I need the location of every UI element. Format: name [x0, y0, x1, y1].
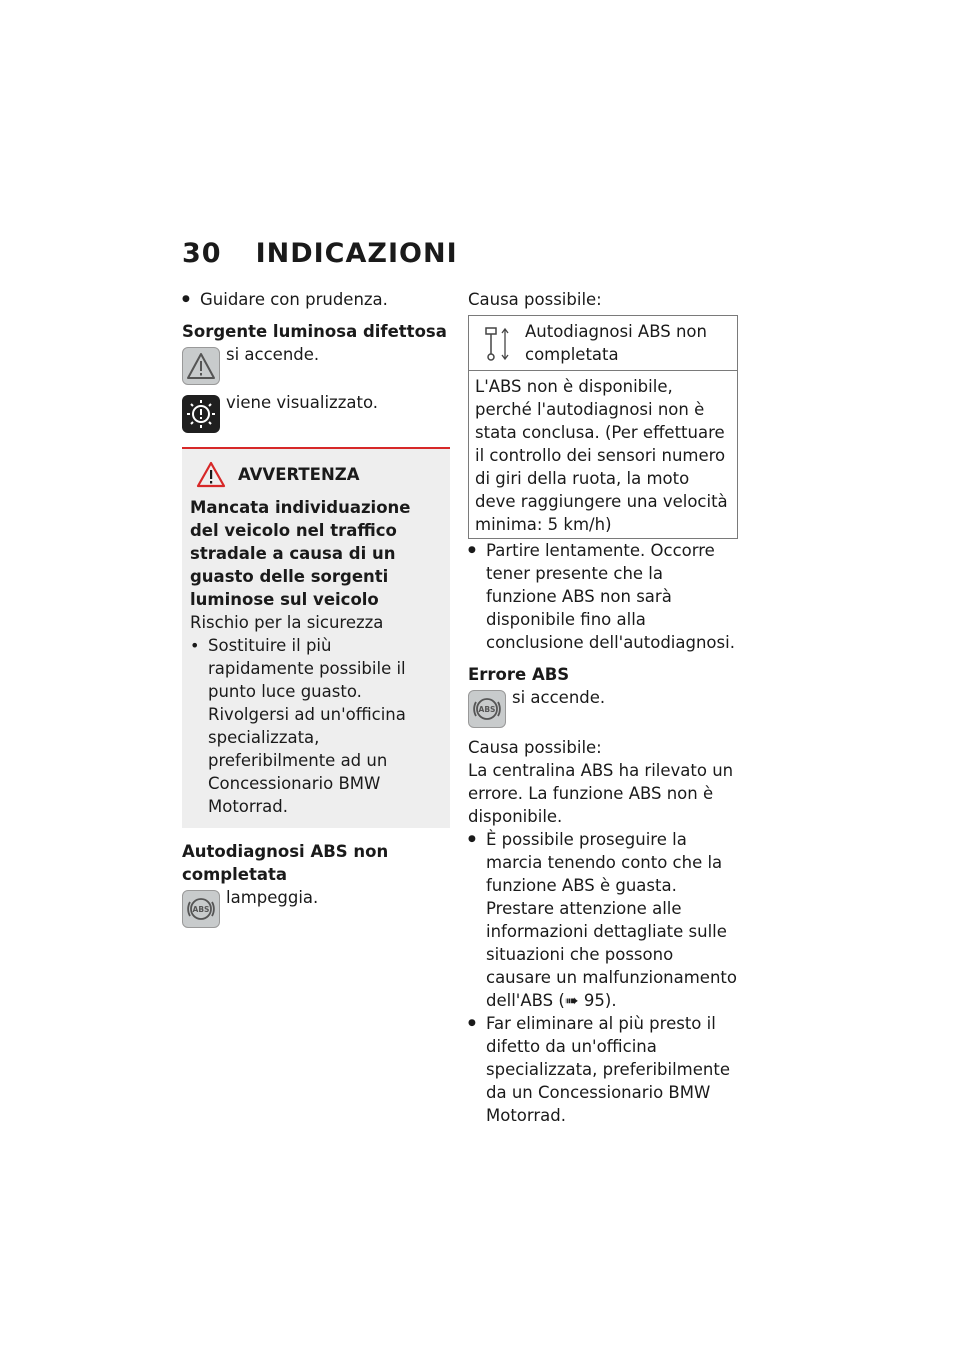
table-header-row	[469, 316, 737, 371]
svg-text:ABS: ABS	[192, 905, 210, 914]
diagnosis-icon	[483, 324, 511, 364]
left-column	[182, 288, 450, 928]
list-item: ● Guidare con prudenza.	[182, 288, 450, 311]
abs-icon	[182, 890, 220, 928]
light-fault-icon	[182, 395, 220, 433]
list-item: ● Far eliminare al più presto il difetto da un'officina specializzata, preferibilmente da un Concessionario BMW Motorrad.	[468, 1012, 738, 1127]
page-header	[182, 238, 458, 269]
warning-box	[182, 447, 450, 828]
list-item: • Sostituire il più rapidamente possibile il punto luce guasto. Rivolgersi ad un'officina specializzata, preferibilmente ad un Concessionario BMW Motorrad.	[190, 634, 442, 818]
warning-triangle-icon	[196, 461, 226, 488]
cause-label: Causa possibile:	[468, 738, 602, 757]
warning-description: Mancata individuazione del veicolo nel traffico stradale a causa di un guasto delle sorgenti luminose sul veicolo	[190, 498, 411, 609]
section-heading: Sorgente luminosa difettosa	[182, 322, 447, 341]
cause-text: La centralina ABS ha rilevato un errore. La funzione ABS non è disponibile.	[468, 761, 734, 826]
list-item-text: È possibile proseguire la marcia tenendo conto che la funzione ABS è guasta. Prestare attenzione alle informazioni dettagliate sulle situazioni che possono causare un malfunzionamento dell'ABS	[486, 830, 737, 1010]
right-column	[468, 288, 738, 1127]
lamp-text: si accende.	[512, 688, 606, 707]
page-title: INDICAZIONI	[255, 238, 458, 269]
svg-text:ABS: ABS	[478, 705, 496, 714]
warning-triangle-icon	[182, 347, 220, 385]
lamp-text: viene visualizzato.	[226, 393, 378, 412]
page-number: 30	[182, 238, 222, 269]
warning-title	[196, 461, 442, 488]
info-table	[468, 315, 738, 539]
list-item: ● È possibile proseguire la marcia tenendo conto che la funzione ABS è guasta. Prestare attenzione alle informazioni dettagliate sulle situazioni che possono causare un malfunzionamento dell'ABS (➠ 95).	[468, 828, 738, 1012]
lamp-row	[182, 886, 450, 928]
lamp-text: lampeggia.	[226, 888, 319, 907]
lamp-row	[182, 343, 450, 385]
page-reference[interactable]: 95).	[583, 991, 617, 1010]
warning-label: AVVERTENZA	[238, 465, 360, 484]
section-heading: Autodiagnosi ABS non completata	[182, 842, 389, 884]
page-reference-arrow-icon[interactable]: ➠	[564, 991, 579, 1010]
section-heading: Errore ABS	[468, 665, 570, 684]
table-body-row	[469, 371, 737, 538]
warning-risk: Rischio per la sicurezza	[190, 613, 384, 632]
lamp-row	[468, 686, 738, 728]
abs-icon	[468, 690, 506, 728]
lamp-text: si accende.	[226, 345, 320, 364]
table-header-text: Autodiagnosi ABS non completata	[525, 322, 707, 364]
lamp-row	[182, 391, 450, 433]
table-body-text: L'ABS non è disponibile, perché l'autodiagnosi non è stata conclusa. (Per effettuare il controllo dei sensori numero di giri della ruota, la moto deve raggiungere una velocità minima: 5 km/h)	[475, 377, 728, 534]
list-item: ● Partire lentamente. Occorre tener presente che la funzione ABS non sarà disponibile fino alla conclusione dell'autodiagnosi.	[468, 539, 738, 654]
cause-label: Causa possibile:	[468, 290, 602, 309]
